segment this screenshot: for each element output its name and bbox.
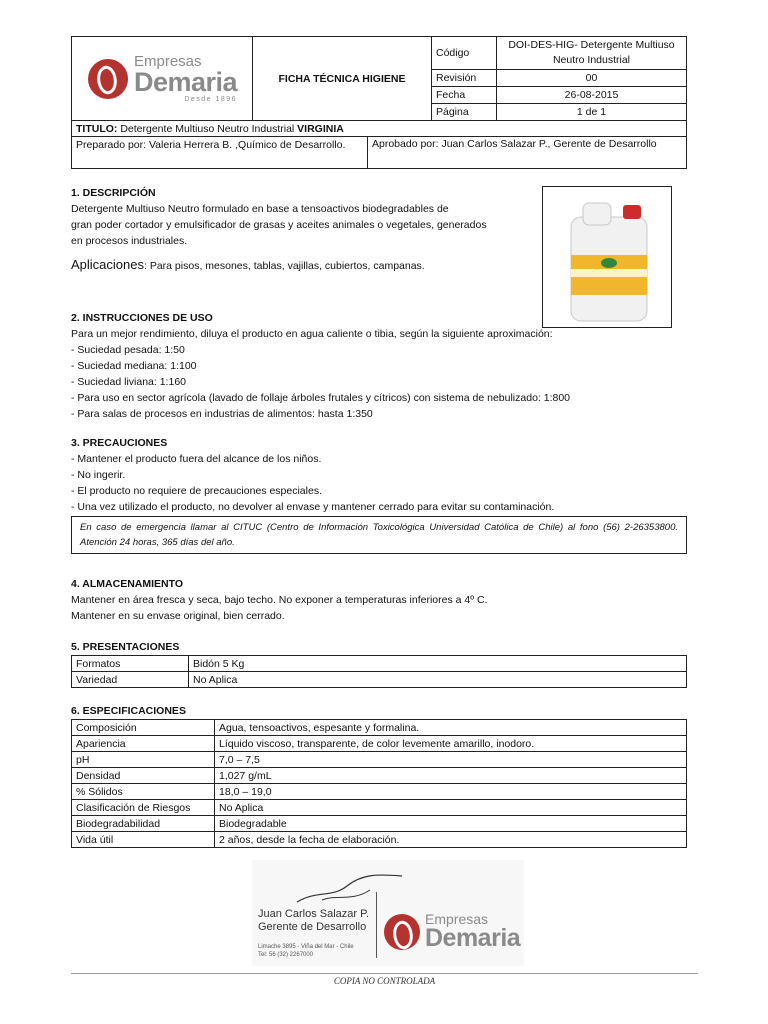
titulo-value: Detergente Multiuso Neutro Industrial [120, 122, 295, 135]
table-cell: Bidón 5 Kg [189, 656, 687, 672]
fecha-label: Fecha [432, 87, 497, 104]
pagina-value: 1 de 1 [497, 104, 687, 121]
pagina-label: Página [432, 104, 497, 121]
section-presentaciones [71, 640, 687, 688]
aplicaciones-value: : Para pisos, mesones, tablas, vajillas, cubiertos, campanas. [144, 260, 425, 272]
table-row [72, 784, 687, 800]
signer-address2: Tel: 56 (32) 2267000 [258, 952, 314, 958]
footer-text: COPIA NO CONTROLADA [333, 976, 436, 986]
table-cell: 18,0 – 19,0 [215, 784, 687, 800]
table-cell: 2 años, desde la fecha de elaboración. [215, 832, 687, 848]
section-instrucciones [71, 310, 570, 422]
section-title: 5. PRESENTACIONES [71, 641, 180, 653]
table-row [72, 832, 687, 848]
doc-type: FICHA TÉCNICA HIGIENE [253, 37, 432, 121]
table-cell: Biodegradabilidad [72, 816, 215, 832]
text-line: Para un mejor rendimiento, diluya el producto en agua caliente o tibia, según la siguiente aproximación: [71, 328, 553, 340]
especificaciones-table [71, 719, 687, 848]
signature-block [252, 860, 524, 966]
signature-divider [376, 892, 377, 958]
logo-company-line2: Demaria [134, 67, 238, 97]
header-logo-cell [72, 37, 253, 121]
titulo-label: TITULO: [76, 122, 118, 135]
logo-company-line2: Demaria [425, 924, 521, 952]
text-line: gran poder cortador y emulsificador de grasas y aceites animales o vegetales, generados [71, 219, 487, 231]
document-header [71, 36, 687, 169]
table-cell: pH [72, 752, 215, 768]
codigo-value: DOI-DES-HIG- Detergente Multiuso Neutro Industrial [497, 37, 687, 70]
text-line: - El producto no requiere de precauciones especiales. [71, 485, 322, 497]
signer-address1: Limache 3895 - Viña del Mar - Chile [258, 944, 354, 950]
table-cell: Líquido viscoso, transparente, de color levemente amarillo, inodoro. [215, 736, 687, 752]
text-line: Detergente Multiuso Neutro formulado en base a tensoactivos biodegradables de [71, 203, 449, 215]
table-row [72, 800, 687, 816]
table-cell: No Aplica [215, 800, 687, 816]
table-cell: Composición [72, 720, 215, 736]
table-row [72, 672, 687, 688]
table-cell: No Aplica [189, 672, 687, 688]
text-line: - No ingerir. [71, 469, 126, 481]
section-precauciones [71, 435, 554, 515]
logo-company-line1: Empresas [425, 911, 489, 927]
table-row [72, 736, 687, 752]
demaria-logo-icon [88, 59, 128, 99]
section-title: 2. INSTRUCCIONES DE USO [71, 312, 213, 324]
table-cell: Vida útil [72, 832, 215, 848]
text-line: - Suciedad pesada: 1:50 [71, 344, 185, 356]
table-row [72, 720, 687, 736]
text-line: - Para salas de procesos en industrias de alimentos: hasta 1:350 [71, 408, 373, 420]
logo-since: Desde 1896 [184, 96, 238, 103]
table-cell: Clasificación de Riesgos [72, 800, 215, 816]
text-line: en procesos industriales. [71, 235, 188, 247]
product-image [542, 186, 672, 328]
table-cell: 1,027 g/mL [215, 768, 687, 784]
section-almacenamiento [71, 576, 487, 624]
section-title: 1. DESCRIPCIÓN [71, 187, 156, 199]
table-row [72, 768, 687, 784]
text-line: - Suciedad mediana: 1:100 [71, 360, 197, 372]
table-cell: Densidad [72, 768, 215, 784]
aprobado-por: Aprobado por: Juan Carlos Salazar P., Gerente de Desarrollo [368, 137, 687, 169]
revision-value: 00 [497, 70, 687, 87]
section-title: 4. ALMACENAMIENTO [71, 578, 184, 590]
signer-role: Gerente de Desarrollo [258, 921, 367, 933]
aplicaciones-label: Aplicaciones [71, 257, 144, 272]
codigo-label: Código [432, 37, 497, 70]
table-row [72, 816, 687, 832]
table-row [72, 752, 687, 768]
text-line: - Mantener el producto fuera del alcance de los niños. [71, 453, 322, 465]
text-line: Mantener en su envase original, bien cerrado. [71, 610, 285, 622]
table-cell: Formatos [72, 656, 189, 672]
detergent-jug-icon [543, 187, 671, 327]
emergency-box: En caso de emergencia llamar al CITUC (Centro de Información Toxicológica Universidad Católica de Chile) al fono (56) 2-26353800. Atención 24 horas, 365 días del año. [71, 516, 687, 554]
aplicaciones-line [71, 257, 487, 274]
preparado-por: Preparado por: Valeria Herrera B. ,Químico de Desarrollo. [72, 137, 368, 169]
table-cell: Agua, tensoactivos, espesante y formalina. [215, 720, 687, 736]
table-cell: Variedad [72, 672, 189, 688]
signer-name: Juan Carlos Salazar P. [258, 908, 370, 920]
table-cell: 7,0 – 7,5 [215, 752, 687, 768]
table-cell: Biodegradable [215, 816, 687, 832]
text-line: - Una vez utilizado el producto, no devolver al envase y mantener cerrado para evitar su contaminación. [71, 501, 555, 513]
logo-company-line1: Empresas [134, 53, 202, 70]
revision-label: Revisión [432, 70, 497, 87]
table-cell: Apariencia [72, 736, 215, 752]
footer-divider [71, 973, 698, 974]
titulo-row [72, 121, 687, 137]
table-cell: % Sólidos [72, 784, 215, 800]
demaria-logo-icon [384, 914, 420, 950]
signature-logo [384, 912, 520, 951]
section-title: 6. ESPECIFICACIONES [71, 705, 186, 717]
section-especificaciones [71, 704, 687, 848]
text-line: - Suciedad liviana: 1:160 [71, 376, 186, 388]
presentaciones-table [71, 655, 687, 688]
text-line: - Para uso en sector agrícola (lavado de follaje árboles frutales y cítricos) con sistema de nebulizado: 1:800 [71, 392, 571, 404]
fecha-value: 26-08-2015 [497, 87, 687, 104]
section-descripcion [71, 185, 487, 274]
handwritten-signature-icon [292, 868, 412, 908]
section-title: 3. PRECAUCIONES [71, 437, 168, 449]
table-row [72, 656, 687, 672]
titulo-brand: VIRGINIA [297, 122, 344, 135]
text-line: Mantener en área fresca y seca, bajo techo. No exponer a temperaturas inferiores a 4º C. [71, 594, 488, 606]
